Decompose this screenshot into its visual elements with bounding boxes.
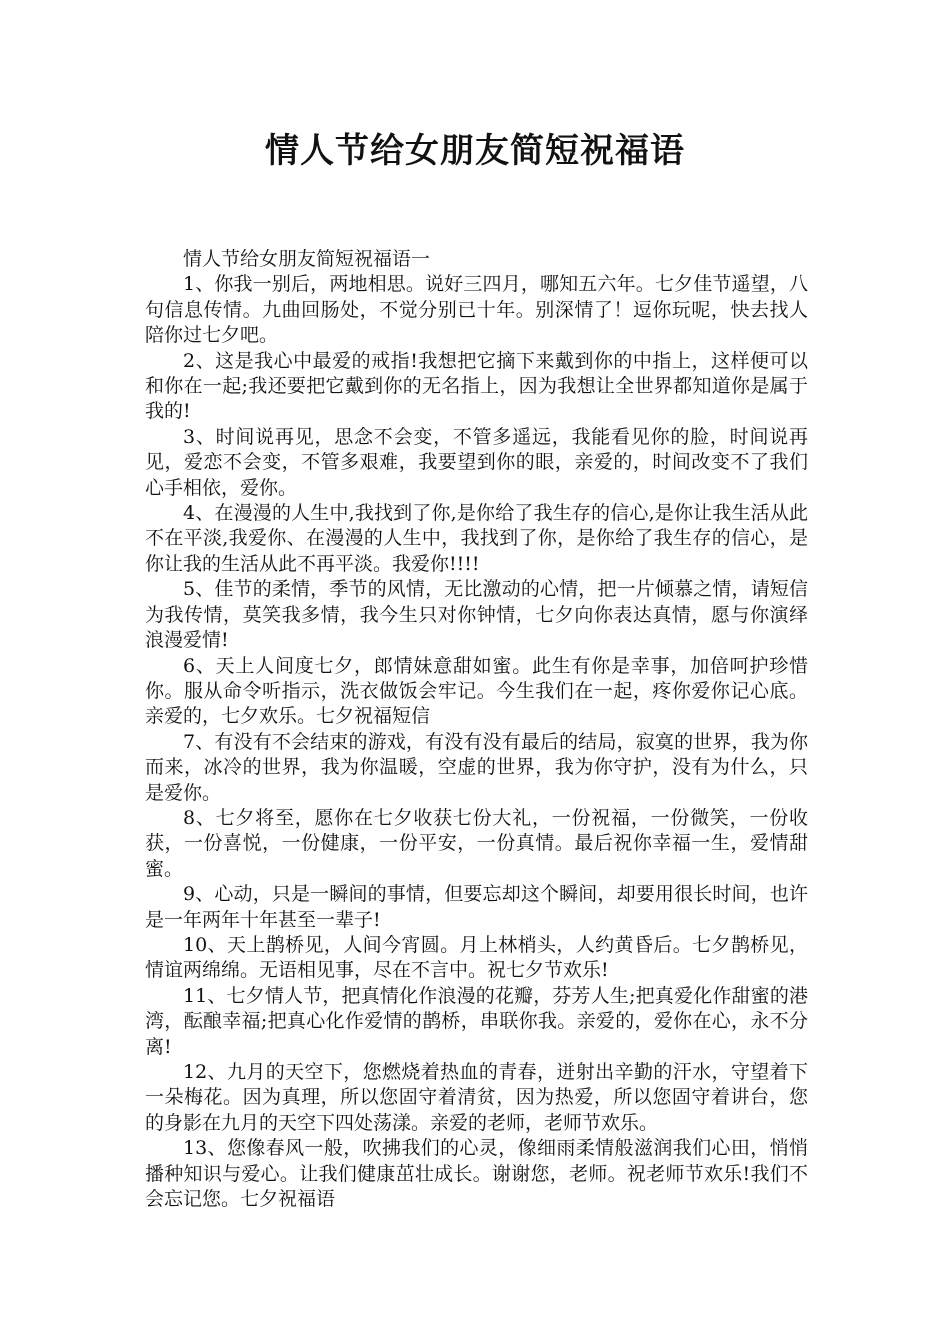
paragraph: 8、七夕将至，愿你在七夕收获七份大礼，一份祝福，一份微笑，一份收获，一份喜悦，一份健康，一份平安，一份真情。最后祝你幸福一生，爱情甜蜜。 xyxy=(145,806,808,880)
paragraph: 5、佳节的柔情，季节的风情，无比激动的心情，把一片倾慕之情，请短信为我传情，莫笑我多情，我今生只对你钟情，七夕向你表达真情，愿与你演绎浪漫爱情! xyxy=(145,578,808,652)
paragraph: 9、心动，只是一瞬间的事情，但要忘却这个瞬间，却要用很长时间，也许是一年两年十年甚至一辈子! xyxy=(145,883,808,931)
document-title: 情人节给女朋友简短祝福语 xyxy=(265,131,685,171)
paragraph: 10、天上鹊桥见，人间今宵圆。月上林梢头，人约黄昏后。七夕鹊桥见，情谊两绵绵。无语相见事，尽在不言中。祝七夕节欢乐! xyxy=(145,933,808,982)
paragraph: 13、您像春风一般，吹拂我们的心灵，像细雨柔情般滋润我们心田，悄悄播种知识与爱心。让我们健康茁壮成长。谢谢您，老师。祝老师节欢乐!我们不会忘记您。七夕祝福语 xyxy=(145,1137,808,1211)
document-body xyxy=(145,247,808,1212)
paragraph: 4、在漫漫的人生中,我找到了你,是你给了我生存的信心,是你让我生活从此不在平淡,我爱你、在漫漫的人生中，我找到了你，是你给了我生存的信心，是你让我的生活从此不再平淡。我爱你!!!! xyxy=(145,502,808,575)
paragraph: 7、有没有不会结束的游戏，有没有没有最后的结局，寂寞的世界，我为你而来，冰冷的世界，我为你温暖，空虚的世界，我为你守护，没有为什么，只是爱你。 xyxy=(145,730,808,804)
paragraph: 3、时间说再见，思念不会变，不管多遥远，我能看见你的脸，时间说再见，爱恋不会变，不管多艰难，我要望到你的眼，亲爱的，时间改变不了我们心手相依，爱你。 xyxy=(145,425,808,499)
paragraph: 6、天上人间度七夕，郎情妹意甜如蜜。此生有你是幸事，加倍呵护珍惜你。服从命令听指示，洗衣做饭会牢记。今生我们在一起，疼你爱你记心底。亲爱的，七夕欢乐。七夕祝福短信 xyxy=(145,654,808,728)
paragraph: 11、七夕情人节，把真情化作浪漫的花瓣，芬芳人生;把真爱化作甜蜜的港湾，酝酿幸福;把真心化作爱情的鹊桥，串联你我。亲爱的，爱你在心，永不分离! xyxy=(145,984,808,1058)
paragraph: 2、这是我心中最爱的戒指!我想把它摘下来戴到你的中指上，这样便可以和你在一起;我还要把它戴到你的无名指上，因为我想让全世界都知道你是属于我的! xyxy=(145,349,808,423)
paragraph: 1、你我一别后，两地相思。说好三四月，哪知五六年。七夕佳节遥望，八句信息传情。九曲回肠处，不觉分别已十年。别深情了！逗你玩呢，快去找人陪你过七夕吧。 xyxy=(145,273,808,347)
section-heading: 情人节给女朋友简短祝福语一 xyxy=(183,248,431,270)
paragraph: 12、九月的天空下，您燃烧着热血的青春，迸射出辛勤的汗水，守望着下一朵梅花。因为真理，所以您固守着清贫，因为热爱，所以您固守着讲台，您的身影在九月的天空下四处荡漾。亲爱的老师，老师节欢乐。 xyxy=(145,1061,808,1134)
